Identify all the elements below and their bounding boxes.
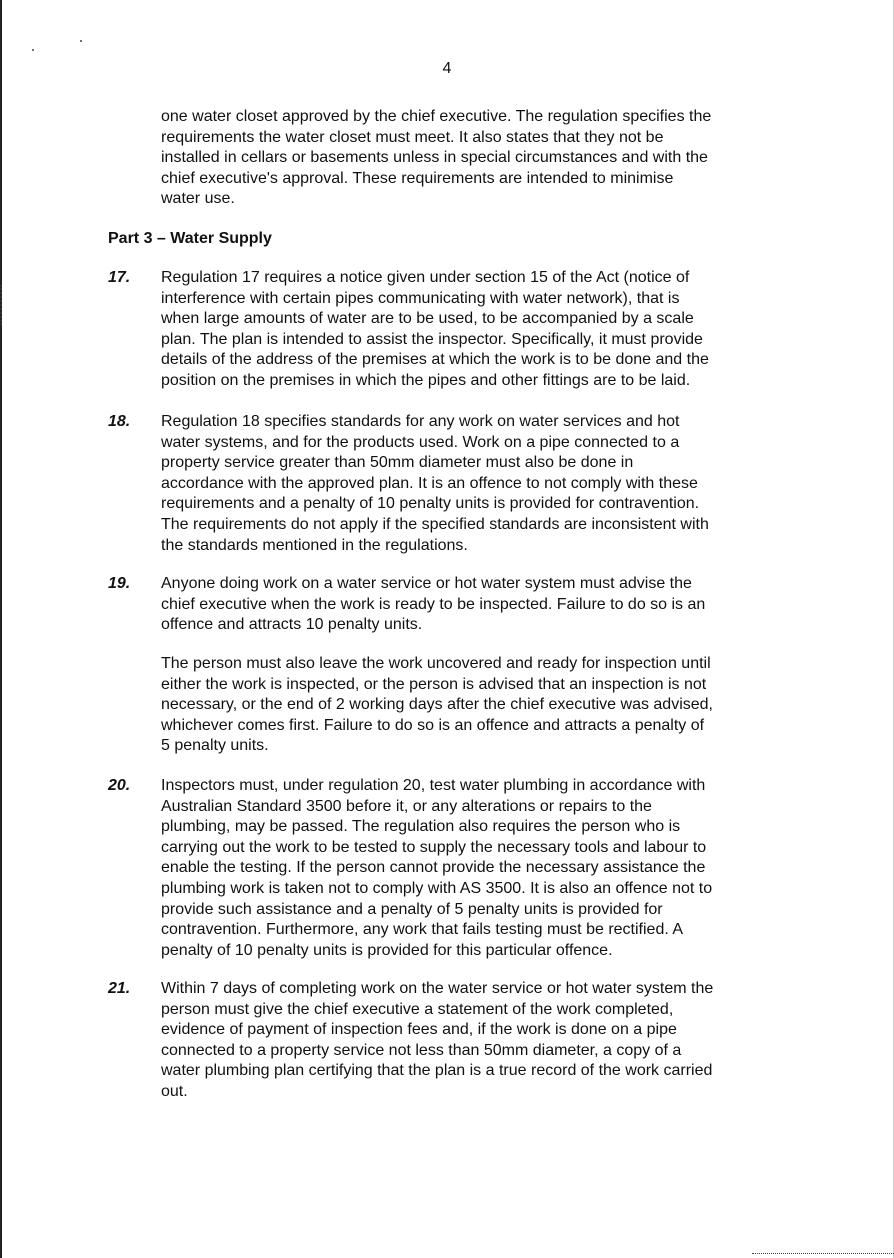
item-paragraph xyxy=(161,979,791,1103)
text-line: property service greater than 50mm diameter must also be done in xyxy=(161,454,634,472)
item-paragraph xyxy=(161,776,791,961)
text-line: water use. xyxy=(161,190,235,208)
intro-paragraph xyxy=(161,107,791,210)
text-line: installed in cellars or basements unless in special circumstances and with the xyxy=(161,149,708,167)
section-heading: Part 3 – Water Supply xyxy=(108,230,272,247)
text-line: carrying out the work to be tested to supply the necessary tools and labour to xyxy=(161,838,707,856)
text-line: The person must also leave the work uncovered and ready for inspection until xyxy=(161,655,711,672)
text-line: details of the address of the premises at which the work is to be done and the xyxy=(161,351,709,369)
text-line: the standards mentioned in the regulations. xyxy=(161,536,468,554)
page-number: 4 xyxy=(442,60,452,77)
text-line: Inspectors must, under regulation 20, test water plumbing in accordance with xyxy=(161,777,706,794)
item-paragraph xyxy=(161,268,791,392)
item-number: 17. xyxy=(108,269,131,286)
text-line: whichever comes first. Failure to do so is an offence and attracts a penalty of xyxy=(161,716,705,734)
text-line: requirements and a penalty of 10 penalty units is provided for contravention. xyxy=(161,495,700,513)
text-line: contravention. Furthermore, any work that fails testing must be rectified. A xyxy=(161,921,684,939)
text-line: necessary, or the end of 2 working days after the chief executive was advised, xyxy=(161,696,713,714)
text-line: Regulation 17 requires a notice given under section 15 of the Act (notice of xyxy=(161,269,690,286)
text-line: water plumbing plan certifying that the plan is a true record of the work carried xyxy=(161,1062,713,1080)
text-line: one water closet approved by the chief executive. The regulation specifies the xyxy=(161,108,712,125)
item-number: 19. xyxy=(108,575,131,592)
text-line: plumbing, may be passed. The regulation also requires the person who is xyxy=(161,818,681,836)
text-line: evidence of payment of inspection fees and, if the work is done on a pipe xyxy=(161,1021,677,1039)
text-line: either the work is inspected, or the person is advised that an inspection is not xyxy=(161,675,707,693)
item-paragraph xyxy=(161,412,791,556)
scan-speck xyxy=(32,49,34,51)
text-line: Australian Standard 3500 before it, or any alterations or repairs to the xyxy=(161,797,652,815)
text-line: chief executive's approval. These requirements are intended to minimise xyxy=(161,169,674,187)
text-line: requirements the water closet must meet. It also states that they not be xyxy=(161,128,664,146)
scan-left-edge xyxy=(0,0,2,1258)
text-line: interference with certain pipes communicating with water network), that is xyxy=(161,289,680,307)
item-number: 21. xyxy=(108,980,131,997)
text-line: penalty of 10 penalty units is provided for this particular offence. xyxy=(161,941,613,959)
text-line: 5 penalty units. xyxy=(161,737,269,755)
scan-edge-marks xyxy=(0,285,5,325)
text-line: plan. The plan is intended to assist the inspector. Specifically, it must provide xyxy=(161,330,703,348)
item-number: 20. xyxy=(108,777,131,794)
text-line: connected to a property service not less than 50mm diameter, a copy of a xyxy=(161,1041,682,1059)
item-number: 18. xyxy=(108,413,131,430)
text-line: water systems, and for the products used. Work on a pipe connected to a xyxy=(161,433,680,451)
text-line: chief executive when the work is ready to be inspected. Failure to do so is an xyxy=(161,595,706,613)
text-line: when large amounts of water are to be used, to be accompanied by a scale xyxy=(161,310,694,328)
item-paragraph xyxy=(161,654,791,757)
text-line: enable the testing. If the person cannot provide the necessary assistance the xyxy=(161,859,706,877)
text-line: The requirements do not apply if the specified standards are inconsistent with xyxy=(161,515,709,533)
text-line: Within 7 days of completing work on the water service or hot water system the xyxy=(161,980,714,997)
text-line: Regulation 18 specifies standards for any work on water services and hot xyxy=(161,413,680,430)
text-line: Anyone doing work on a water service or hot water system must advise the xyxy=(161,575,692,592)
item-paragraph xyxy=(161,574,791,636)
text-line: plumbing work is taken not to comply with AS 3500. It is also an offence not to xyxy=(161,879,713,897)
text-line: out. xyxy=(161,1082,188,1100)
scan-bottom-rule xyxy=(752,1253,894,1255)
text-line: position on the premises in which the pipes and other fittings are to be laid. xyxy=(161,371,691,389)
text-line: provide such assistance and a penalty of 5 penalty units is provided for xyxy=(161,900,663,918)
scan-speck xyxy=(80,40,82,42)
text-line: person must give the chief executive a statement of the work completed, xyxy=(161,1000,674,1018)
text-line: accordance with the approved plan. It is an offence to not comply with these xyxy=(161,474,698,492)
text-line: offence and attracts 10 penalty units. xyxy=(161,616,423,634)
